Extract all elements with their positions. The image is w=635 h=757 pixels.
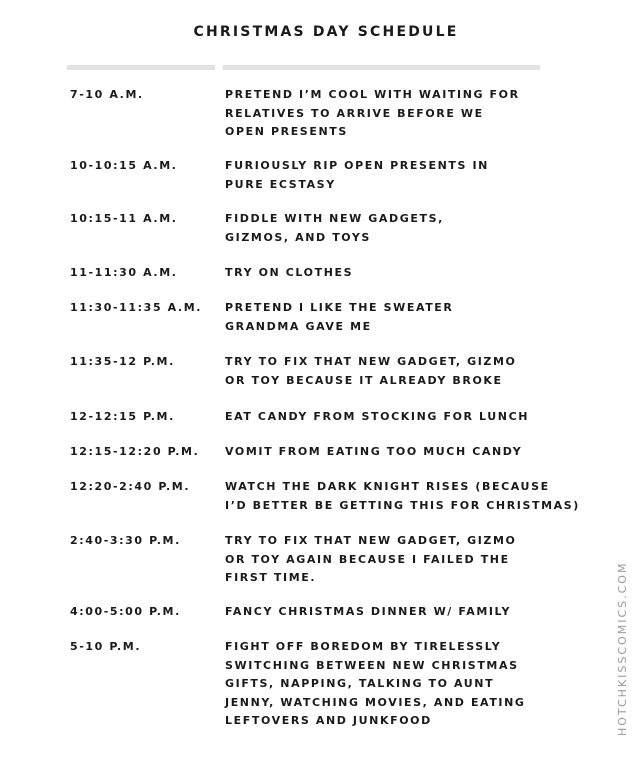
activity-line: RELATIVES TO ARRIVE BEFORE WE — [225, 106, 484, 120]
schedule-time: 2:40-3:30 P.M. — [70, 534, 181, 547]
time-column-header-bar — [67, 65, 215, 70]
activity-line: PURE ECSTASY — [225, 177, 336, 191]
page-title: CHRISTMAS DAY SCHEDULE — [193, 24, 459, 40]
activity-line: FIDDLE WITH NEW GADGETS, — [225, 212, 444, 225]
activity-line: FANCY CHRISTMAS DINNER W/ FAMILY — [225, 605, 512, 618]
activity-line: JENNY, WATCHING MOVIES, AND EATING — [225, 695, 526, 709]
schedule-time: 10-10:15 A.M. — [70, 159, 178, 172]
activity-line: I’D BETTER BE GETTING THIS FOR CHRISTMAS) — [225, 498, 580, 512]
schedule-time: 10:15-11 A.M. — [70, 212, 178, 225]
schedule-time: 12:20-2:40 P.M. — [70, 480, 191, 493]
activity-line: FURIOUSLY RIP OPEN PRESENTS IN — [225, 159, 489, 172]
activity-line: FIRST TIME. — [225, 571, 317, 584]
schedule-activity — [225, 264, 353, 283]
schedule-activity — [225, 299, 454, 336]
schedule-activity — [225, 408, 529, 427]
activity-line: EAT CANDY FROM STOCKING FOR LUNCH — [225, 410, 530, 423]
activity-line: OR TOY BECAUSE IT ALREADY BROKE — [225, 373, 503, 387]
site-watermark: HOTCHKISSCOMICS.COM — [616, 561, 629, 736]
activity-line: TRY TO FIX THAT NEW GADGET, GIZMO — [225, 355, 517, 368]
schedule-time: 4:00-5:00 P.M. — [70, 605, 181, 618]
activity-line: GIFTS, NAPPING, TALKING TO AUNT — [225, 677, 495, 690]
activity-line: WATCH THE DARK KNIGHT RISES (BECAUSE — [225, 480, 550, 493]
activity-line: GRANDMA GAVE ME — [225, 319, 372, 333]
schedule-activity — [225, 157, 489, 194]
activity-line: SWITCHING BETWEEN NEW CHRISTMAS — [225, 658, 519, 672]
activity-line: PRETEND I’M COOL WITH WAITING FOR — [225, 88, 520, 101]
schedule-time: 11:30-11:35 A.M. — [70, 301, 203, 314]
activity-line: TRY ON CLOTHES — [225, 266, 354, 279]
schedule-activity — [225, 86, 520, 142]
schedule-time: 11:35-12 P.M. — [70, 355, 175, 368]
schedule-activity — [225, 210, 444, 247]
activity-line: GIZMOS, AND TOYS — [225, 230, 371, 244]
schedule-time: 7-10 A.M. — [70, 88, 144, 101]
activity-line: VOMIT FROM EATING TOO MUCH CANDY — [225, 445, 523, 458]
schedule-time: 12-12:15 P.M. — [70, 410, 175, 423]
schedule-activity — [225, 603, 511, 622]
schedule-time: 5-10 P.M. — [70, 640, 142, 653]
schedule-activity — [225, 353, 517, 390]
schedule-time: 12:15-12:20 P.M. — [70, 445, 200, 458]
activity-column-header-bar — [223, 65, 540, 70]
schedule-time: 11-11:30 A.M. — [70, 266, 178, 279]
activity-line: OR TOY AGAIN BECAUSE I FAILED THE — [225, 552, 510, 566]
schedule-activity — [225, 532, 517, 588]
schedule-activity — [225, 443, 522, 462]
activity-line: PRETEND I LIKE THE SWEATER — [225, 301, 454, 314]
activity-line: TRY TO FIX THAT NEW GADGET, GIZMO — [225, 534, 517, 547]
activity-line: OPEN PRESENTS — [225, 125, 348, 138]
schedule-activity — [225, 478, 580, 515]
activity-line: LEFTOVERS AND JUNKFOOD — [225, 714, 432, 727]
schedule-activity — [225, 638, 526, 731]
activity-line: FIGHT OFF BOREDOM BY TIRELESSLY — [225, 640, 502, 653]
